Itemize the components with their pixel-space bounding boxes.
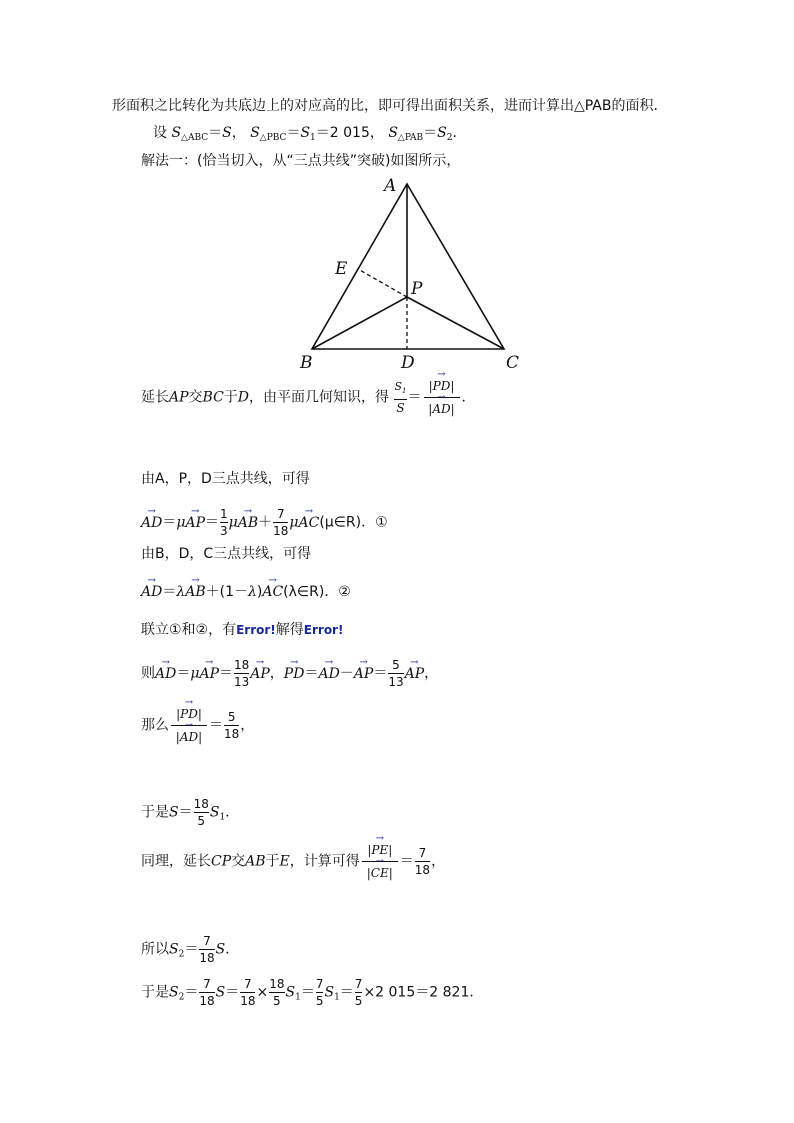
label-e: E [335, 259, 348, 279]
step9-line: 所以$S_2=$ $\frac{7}{18}$ S． [141, 934, 240, 965]
step4-line: 联立①和②，有Error!解得Error! [141, 622, 344, 638]
s-pbc: $S_{\triangle PBC}$ [250, 125, 287, 143]
method1-heading: 解法一：(恰当切入，从“三点共线”突破)如图所示， [141, 153, 461, 169]
label-p: P [411, 279, 423, 299]
step1-line: 延长AP交BC于D，由平面几何知识，得 $\frac{S_1}{S}$ ＝ $\frac{|\to PD|}{|\to AD|}$ ． [141, 378, 476, 417]
intro-text: 形面积之比转化为共底边上的对应高的比，即可得出面积关系，进而计算出△PAB的面积． [112, 98, 668, 114]
step2-line: 由A，P，D三点共线，可得 [141, 471, 310, 487]
segment-pe-dashed [358, 269, 407, 297]
step3-line: 由B，D，C三点共线，可得 [141, 546, 312, 562]
equation-2: → AD＝λ→ AB＋(1－λ)→ AC(λ∈R)．② [141, 583, 351, 601]
s1-value: 2 015 [329, 125, 370, 141]
step5-line: 则→ AD＝μ→ AP＝ $\frac{18}{13}$ → AP，→ PD＝→ AD－→ AP＝ $\frac{5}{13}$ → AP， [141, 658, 438, 689]
step8-line: 同理，延长CP交AB于E，计算可得 $\frac{|\to PE|}{|\to CE|}$ ＝ $\frac{7}{18}$ ， [141, 842, 445, 881]
equation-1: → AD＝μ→ AP＝ $\frac{1}{3}$ μ→ AB＋ $\frac{7}{18}$ μ→ AC(μ∈R)．① [141, 507, 388, 538]
intro-paragraph [112, 97, 668, 115]
step6-line: 那么 $\frac{|\to PD|}{|\to AD|}$ ＝ $\frac{5}{18}$ ， [141, 706, 254, 745]
triangle-figure [298, 172, 526, 374]
label-b: B [300, 353, 313, 373]
label-d: D [401, 353, 415, 373]
label-c: C [506, 353, 520, 373]
s-pab: $S_{\triangle PAB}$ [388, 125, 424, 143]
setup-line: 设 $S_{\triangle ABC}=S$， $S_{\triangle PBC}=S_1=2$ 015， $S_{\triangle PAB}=S_2$． [153, 125, 467, 143]
step10-line: 于是$S_2=$ $\frac{7}{18}$ S＝ $\frac{7}{18}$ × $\frac{18}{5}$ $S_1=$ $\frac{7}{5}$ $S_1=$ $\frac{7}{5}$ ×2 015＝2 821． [141, 977, 484, 1008]
step7-line: 于是S＝ $\frac{18}{5}$ $S_1$． [141, 797, 240, 828]
label-a: A [384, 176, 397, 196]
s-abc: $S_{\triangle ABC}$ [171, 125, 209, 143]
final-result: 2 821 [429, 984, 470, 1001]
setup-prefix: 设 [153, 125, 167, 141]
